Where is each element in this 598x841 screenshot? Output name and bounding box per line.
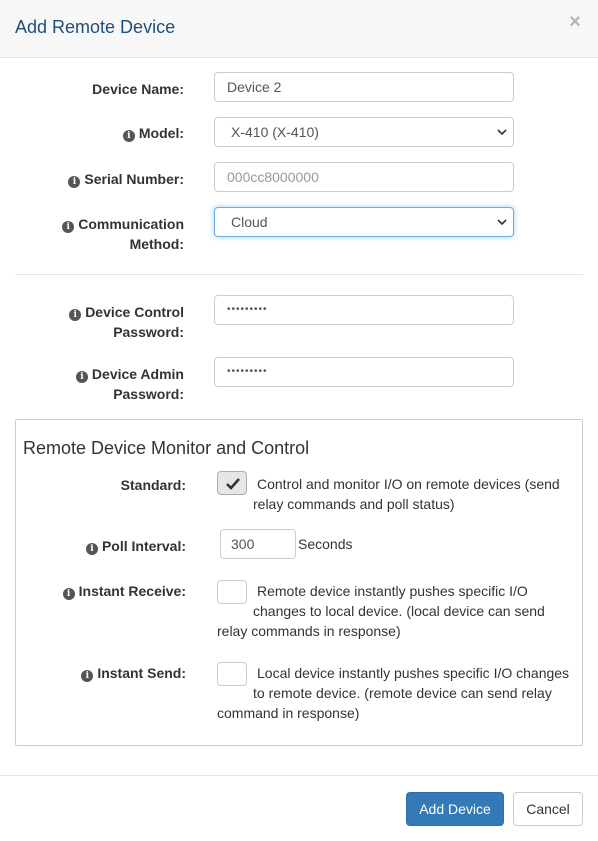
instant-send-description-line2: to remote device. (remote device can send relay: [253, 685, 552, 701]
info-icon[interactable]: i: [123, 130, 135, 142]
monitor-control-panel: [15, 419, 583, 746]
modal-footer: [0, 775, 598, 841]
instant-receive-description-line1: Remote device instantly pushes specific I/O: [257, 583, 528, 599]
info-icon[interactable]: i: [69, 309, 81, 321]
standard-description-line2: relay commands and poll status): [253, 496, 455, 512]
communication-method-value: Cloud: [231, 214, 268, 230]
device-name-label: Device Name:: [92, 81, 184, 97]
checkmark-icon: [218, 472, 248, 496]
info-icon[interactable]: i: [62, 221, 74, 233]
device-admin-password-label: i Device Admin Password:: [76, 364, 184, 404]
close-button[interactable]: ×: [569, 11, 581, 33]
device-name-input[interactable]: Device 2: [214, 72, 514, 102]
instant-receive-checkbox[interactable]: [217, 580, 247, 604]
info-icon[interactable]: i: [76, 371, 88, 383]
info-icon[interactable]: i: [68, 176, 80, 188]
instant-send-checkbox[interactable]: [217, 662, 247, 686]
chevron-down-icon: [497, 127, 507, 137]
instant-send-description-line1: Local device instantly pushes specific I/O changes: [257, 665, 570, 681]
modal-header: [0, 0, 598, 58]
standard-checkbox[interactable]: [217, 471, 247, 495]
instant-send-label: i Instant Send:: [81, 663, 186, 683]
chevron-down-icon: [497, 217, 507, 227]
instant-receive-description-line3: relay commands in response): [217, 623, 401, 639]
communication-method-label: i Communication Method:: [62, 214, 184, 254]
model-select-value: X-410 (X-410): [231, 124, 319, 140]
model-select[interactable]: [214, 117, 514, 147]
info-icon[interactable]: i: [63, 588, 75, 600]
communication-method-select[interactable]: [214, 207, 514, 237]
standard-label: Standard:: [120, 477, 186, 493]
device-control-password-label: i Device Control Password:: [69, 302, 184, 342]
section-divider: [15, 274, 583, 275]
device-control-password-input[interactable]: •••••••••: [214, 295, 514, 325]
poll-interval-label: i Poll Interval:: [86, 536, 186, 556]
instant-receive-description-line2: changes to local device. (local device can send: [253, 603, 545, 619]
serial-number-label: i Serial Number:: [68, 169, 184, 189]
add-device-button[interactable]: Add Device: [406, 792, 504, 826]
instant-send-description-line3: command in response): [217, 705, 360, 721]
serial-number-input[interactable]: 000cc8000000: [214, 162, 514, 192]
cancel-button[interactable]: Cancel: [513, 792, 583, 826]
device-admin-password-input[interactable]: •••••••••: [214, 357, 514, 387]
modal-title: Add Remote Device: [15, 17, 176, 37]
poll-interval-unit: Seconds: [298, 536, 353, 552]
info-icon[interactable]: i: [86, 543, 98, 555]
poll-interval-input[interactable]: 300: [220, 529, 296, 559]
model-label: i Model:: [123, 123, 184, 143]
info-icon[interactable]: i: [81, 670, 93, 682]
monitor-control-title: Remote Device Monitor and Control: [23, 438, 310, 458]
standard-description-line1: Control and monitor I/O on remote devices (send: [257, 476, 560, 492]
instant-receive-label: i Instant Receive:: [63, 581, 186, 601]
